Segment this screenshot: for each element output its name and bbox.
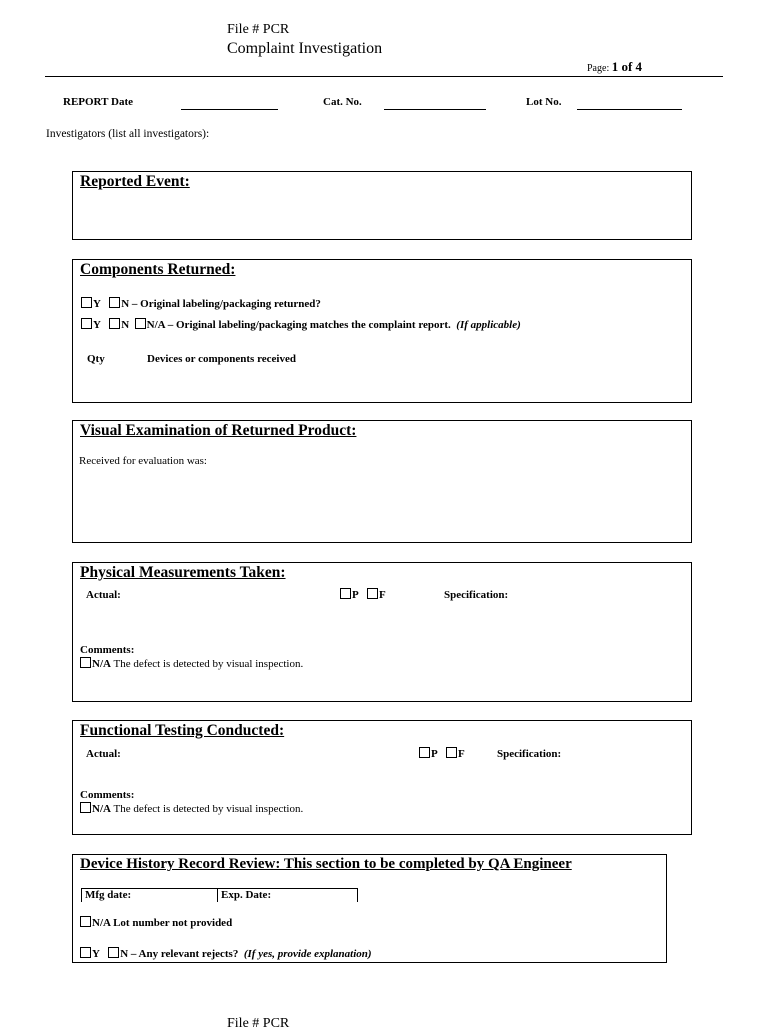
- pass-fail-row: P F: [340, 588, 386, 601]
- mfg-date-cell[interactable]: Mfg date:: [82, 888, 218, 902]
- yes-checkbox[interactable]: [81, 318, 92, 329]
- functional-testing-title: Functional Testing Conducted:: [80, 722, 285, 739]
- rejects-note: (If yes, provide explanation): [243, 948, 372, 960]
- question-labeling-returned: – Original labeling/packaging returned?: [131, 298, 321, 310]
- components-returned-title: Components Returned:: [80, 261, 236, 278]
- investigators-label: Investigators (list all investigators):: [46, 128, 210, 140]
- qty-header: Qty: [87, 353, 105, 365]
- report-date-field[interactable]: [181, 109, 278, 110]
- pass-fail-row: P F: [419, 747, 465, 760]
- devices-received-header: Devices or components received: [147, 353, 296, 365]
- na-visual-inspection-row: N/A The defect is detected by visual inspection.: [80, 657, 303, 670]
- if-applicable-note: (If applicable): [456, 319, 521, 331]
- physical-measurements-title: Physical Measurements Taken:: [80, 564, 286, 581]
- visual-examination-title: Visual Examination of Returned Product:: [80, 422, 357, 439]
- na-checkbox[interactable]: [80, 657, 91, 668]
- comments-label: Comments:: [80, 789, 135, 801]
- na-checkbox[interactable]: [135, 318, 146, 329]
- lot-no-field[interactable]: [577, 109, 682, 110]
- report-date-label: REPORT Date: [63, 96, 133, 108]
- yes-checkbox[interactable]: [80, 947, 91, 958]
- pass-checkbox[interactable]: [340, 588, 351, 599]
- fail-checkbox[interactable]: [446, 747, 457, 758]
- physical-measurements-section: [72, 562, 692, 702]
- dhr-title: Device History Record Review: This section to be completed by QA Engineer: [80, 856, 572, 872]
- reported-event-section[interactable]: [72, 171, 692, 240]
- page-label: Page:: [587, 63, 610, 74]
- components-returned-section: [72, 259, 692, 403]
- document-title: Complaint Investigation: [227, 40, 383, 57]
- received-for-evaluation-label: Received for evaluation was:: [79, 455, 207, 467]
- dhr-date-table: [81, 888, 358, 902]
- header-divider: [45, 76, 723, 77]
- lot-no-label: Lot No.: [526, 96, 562, 108]
- question-labeling-matches: – Original labeling/packaging matches the complaint report.: [167, 319, 451, 331]
- lot-not-provided-row: N/A Lot number not provided: [80, 916, 232, 929]
- fail-checkbox[interactable]: [367, 588, 378, 599]
- cat-no-label: Cat. No.: [323, 96, 362, 108]
- functional-testing-section: [72, 720, 692, 835]
- no-checkbox[interactable]: [109, 297, 120, 308]
- reported-event-title: Reported Event:: [80, 173, 190, 190]
- no-checkbox[interactable]: [108, 947, 119, 958]
- actual-label: Actual:: [86, 748, 121, 760]
- specification-label: Specification:: [444, 589, 509, 601]
- actual-label: Actual:: [86, 589, 121, 601]
- page-value: 1 of 4: [611, 59, 643, 74]
- na-visual-inspection-row: N/A The defect is detected by visual inspection.: [80, 802, 303, 815]
- visual-examination-section[interactable]: [72, 420, 692, 543]
- na-checkbox[interactable]: [80, 916, 91, 927]
- na-checkbox[interactable]: [80, 802, 91, 813]
- page-indicator: [587, 59, 642, 75]
- yes-checkbox[interactable]: [81, 297, 92, 308]
- device-history-record-section: [72, 854, 667, 963]
- relevant-rejects-row: Y N – Any relevant rejects? (If yes, provide explanation): [80, 947, 372, 960]
- specification-label: Specification:: [497, 748, 562, 760]
- cat-no-field[interactable]: [384, 109, 486, 110]
- next-page-file-number: File # PCR: [227, 1016, 290, 1031]
- exp-date-cell[interactable]: Exp. Date:: [218, 888, 358, 902]
- original-labeling-returned-row: Y N – Original labeling/packaging returned?: [81, 297, 321, 310]
- file-number: File # PCR: [227, 22, 290, 37]
- comments-label: Comments:: [80, 644, 135, 656]
- no-checkbox[interactable]: [109, 318, 120, 329]
- labeling-matches-row: Y N N/A – Original labeling/packaging matches the complaint report. (If applicable): [81, 318, 521, 331]
- pass-checkbox[interactable]: [419, 747, 430, 758]
